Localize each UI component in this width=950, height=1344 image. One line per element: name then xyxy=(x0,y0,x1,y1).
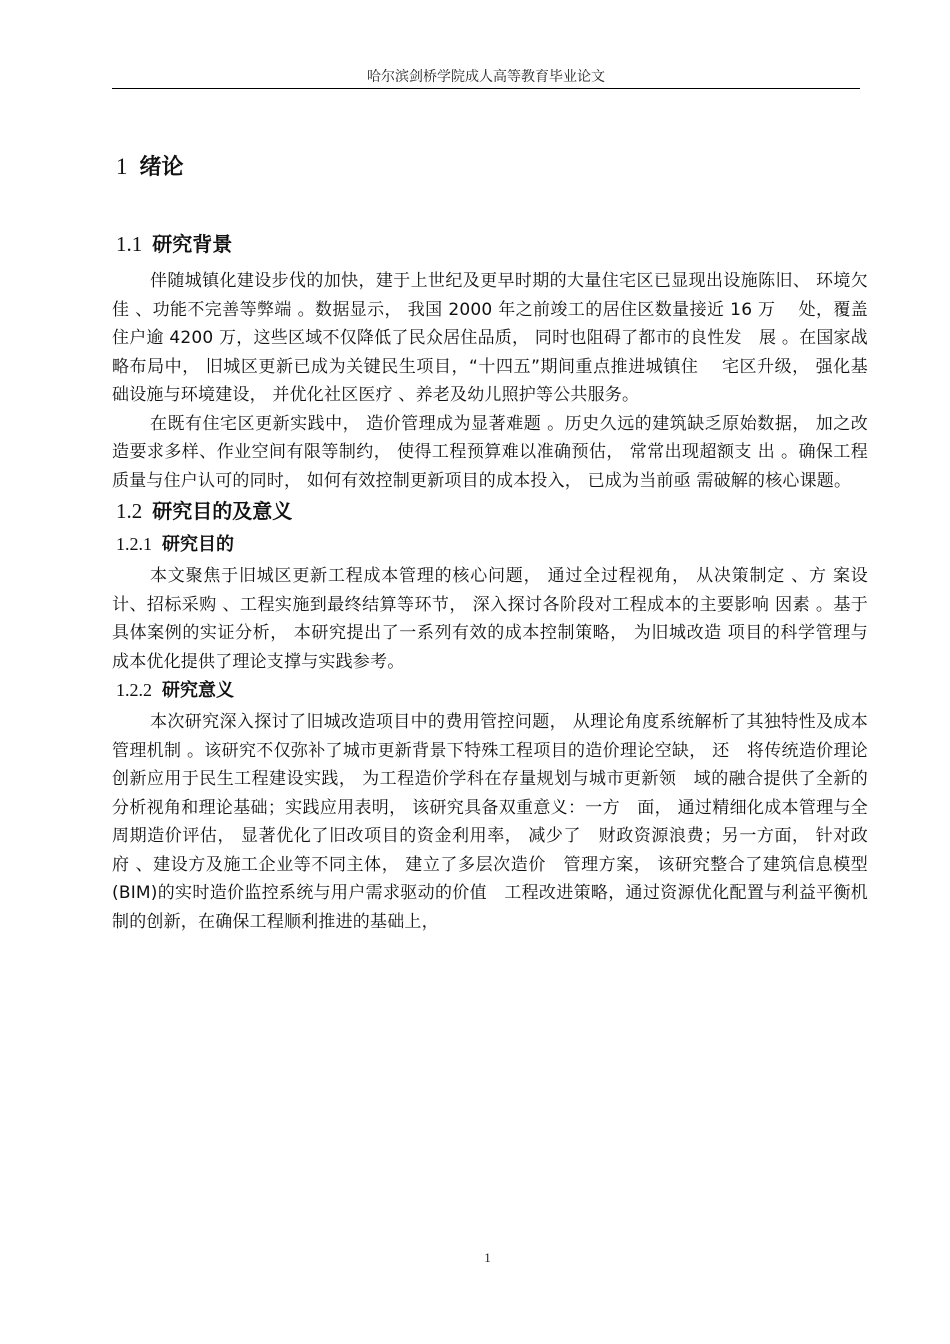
paragraph: 本文聚焦于旧城区更新工程成本管理的核心问题， 通过全过程视角， 从决策制定 、方 案设计、招标采购 、工程实施到最终结算等环节， 深入探讨各阶段对工程成本的主要影响 因素 。基于具体案例的实证分析， 本研究提出了一系列有效的成本控制策略， 为旧城改造 项目的科学管理与成本优化提供了理论支撑与实践参考。 xyxy=(112,566,868,672)
document-body xyxy=(112,150,868,936)
header-divider xyxy=(112,88,860,89)
section-number: 1.2 xyxy=(116,499,143,523)
running-header: 哈尔滨剑桥学院成人高等教育毕业论文 xyxy=(367,69,605,85)
chapter-heading xyxy=(116,150,868,196)
section-title: 研究背景 xyxy=(152,232,233,256)
paragraph: 伴随城镇化建设步伐的加快，建于上世纪及更早时期的大量住宅区已显现出设施陈旧、 环境欠佳 、功能不完善等弊端 。数据显示， 我国 2000 年之前竣工的居住区数量接近 16 万 处，覆盖住户逾 4200 万，这些区域不仅降低了民众居住品质， 同时也阻碍了都市的良性发 展 。在国家战略布局中， 旧城区更新已成为关键民生项目，“十四五”期间重点推进城镇住 宅区升级， 强化基础设施与环境建设， 并优化社区医疗 、养老及幼儿照护等公共服务。 xyxy=(112,271,868,405)
section-heading-1-2 xyxy=(116,495,868,524)
subsection-heading-1-2-1 xyxy=(116,530,868,556)
page-number: 1 xyxy=(484,1250,491,1265)
subsection-number: 1.2.2 xyxy=(116,680,152,700)
section-number: 1.1 xyxy=(116,232,143,256)
paragraph: 本次研究深入探讨了旧城改造项目中的费用管控问题， 从理论角度系统解析了其独特性及成本管理机制 。该研究不仅弥补了城市更新背景下特殊工程项目的造价理论空缺， 还 将传统造价理论创新应用于民生工程建设实践， 为工程造价学科在存量规划与城市更新领 域的融合提供了全新的分析视角和理论基础；实践应用表明， 该研究具备双重意义：一方 面， 通过精细化成本管理与全周期造价评估， 显著优化了旧改项目的资金利用率， 减少了 财政资源浪费；另一方面， 针对政府 、建设方及施工企业等不同主体， 建立了多层次造价 管理方案， 该研究整合了建筑信息模型(BIM)的实时造价监控系统与用户需求驱动的价值 工程改进策略，通过资源优化配置与利益平衡机制的创新，在确保工程顺利推进的基础上， xyxy=(112,712,868,932)
subsection-heading-1-2-2 xyxy=(116,676,868,702)
paragraph: 在既有住宅区更新实践中， 造价管理成为显著难题 。历史久远的建筑缺乏原始数据， 加之改造要求多样、作业空间有限等制约， 使得工程预算难以准确预估， 常常出现超额支 出 。确保工程质量与住户认可的同时， 如何有效控制更新项目的成本投入， 已成为当前亟 需破解的核心课题。 xyxy=(112,413,868,491)
subsection-title: 研究目的 xyxy=(162,534,234,555)
section-title: 研究目的及意义 xyxy=(152,499,293,523)
chapter-number: 1 xyxy=(116,154,128,179)
subsection-number: 1.2.1 xyxy=(116,534,152,554)
chapter-title: 绪论 xyxy=(139,155,184,180)
subsection-title: 研究意义 xyxy=(162,680,234,701)
section-heading-1-1 xyxy=(116,228,868,257)
